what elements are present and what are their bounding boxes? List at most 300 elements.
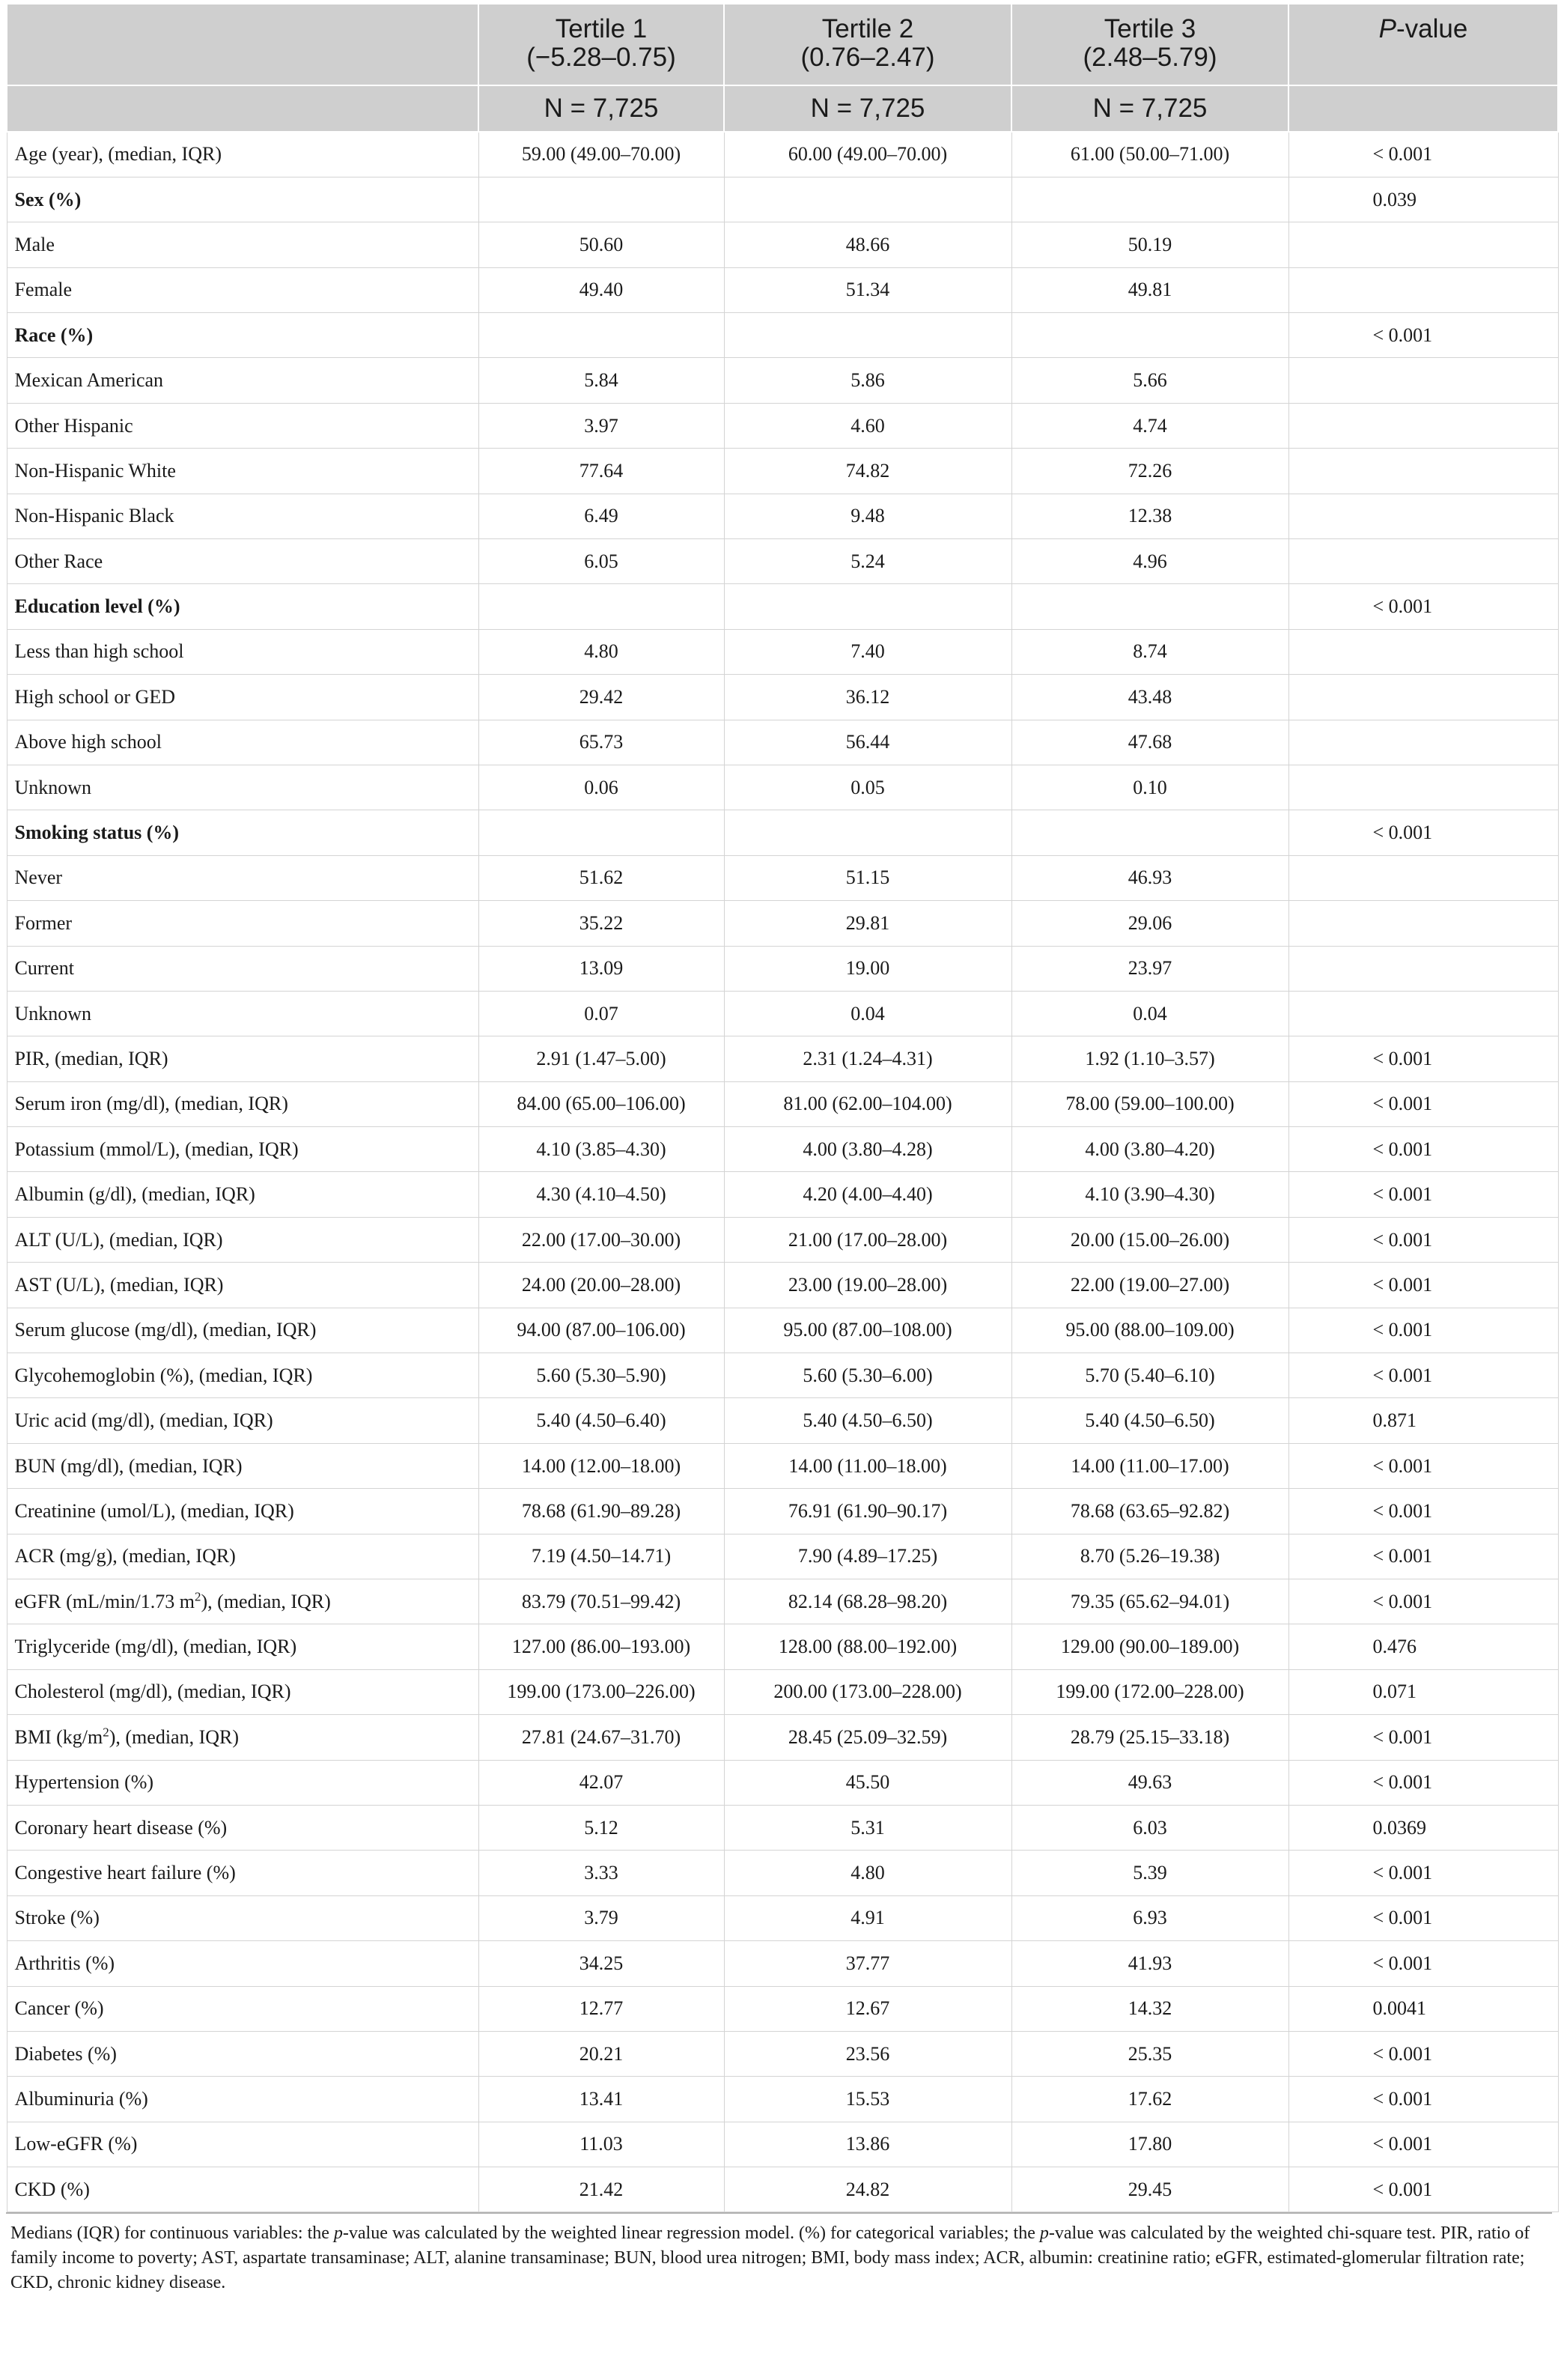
cell-tertile-2: 37.77 [724, 1941, 1011, 1986]
cell-tertile-2: 81.00 (62.00–104.00) [724, 1081, 1011, 1126]
table-container [6, 3, 1557, 2295]
table-row [7, 313, 1558, 358]
row-label [7, 1579, 478, 1624]
header-tertile-1-range: (−5.28–0.75) [526, 43, 676, 72]
table-row [7, 901, 1558, 946]
table-row [7, 1760, 1558, 1805]
cell-tertile-1: 2.91 (1.47–5.00) [478, 1036, 724, 1081]
cell-tertile-1: 12.77 [478, 1986, 724, 2031]
table-row [7, 1398, 1558, 1443]
cell-p-value: < 0.001 [1288, 1081, 1558, 1126]
footnote-part-3: -value was calculated by the weighted chi-square test. PIR, ratio of family income to poverty; AST, aspartate transaminase; ALT, alanine transaminase; BUN, blood urea nitrogen; BMI, body mass index; ACR, albumin: creatinine ratio; eGFR, estimated-glomerular filtration rate; CKD, chronic kidney disease. [10, 2223, 1530, 2293]
cell-p-value [1288, 855, 1558, 900]
row-label: Uric acid (mg/dl), (median, IQR) [7, 1398, 478, 1443]
table-row [7, 1534, 1558, 1579]
row-label: Less than high school [7, 629, 478, 674]
cell-p-value: < 0.001 [1288, 1715, 1558, 1760]
header-tertile-1 [478, 4, 724, 85]
row-label: Above high school [7, 720, 478, 765]
footnote-part-1: Medians (IQR) for continuous variables: the [10, 2223, 334, 2244]
cell-tertile-3: 50.19 [1011, 222, 1288, 267]
cell-tertile-1: 6.49 [478, 494, 724, 538]
table-row [7, 2167, 1558, 2212]
cell-p-value: < 0.001 [1288, 2077, 1558, 2122]
table-row [7, 1036, 1558, 1081]
table-row [7, 449, 1558, 494]
cell-p-value: < 0.001 [1288, 1172, 1558, 1217]
row-label: Cholesterol (mg/dl), (median, IQR) [7, 1669, 478, 1714]
cell-tertile-3: 25.35 [1011, 2031, 1288, 2076]
header-tertile-2-range: (0.76–2.47) [800, 43, 935, 72]
row-label: Glycohemoglobin (%), (median, IQR) [7, 1353, 478, 1398]
cell-tertile-1: 78.68 (61.90–89.28) [478, 1489, 724, 1534]
row-label: Low-eGFR (%) [7, 2122, 478, 2167]
cell-tertile-1: 13.09 [478, 946, 724, 991]
row-label: Unknown [7, 991, 478, 1036]
table-row [7, 1624, 1558, 1669]
cell-p-value [1288, 629, 1558, 674]
cell-tertile-1: 0.07 [478, 991, 724, 1036]
row-label [7, 1715, 478, 1760]
row-label: Triglyceride (mg/dl), (median, IQR) [7, 1624, 478, 1669]
table-row [7, 222, 1558, 267]
cell-tertile-3: 5.40 (4.50–6.50) [1011, 1398, 1288, 1443]
cell-tertile-1: 21.42 [478, 2167, 724, 2212]
row-label: ALT (U/L), (median, IQR) [7, 1217, 478, 1262]
cell-tertile-2: 7.40 [724, 629, 1011, 674]
table-row [7, 1895, 1558, 1940]
header-n-tertile-3: N = 7,725 [1011, 85, 1288, 132]
table-row [7, 2031, 1558, 2076]
cell-tertile-2: 56.44 [724, 720, 1011, 765]
row-label: Serum iron (mg/dl), (median, IQR) [7, 1081, 478, 1126]
cell-tertile-2: 14.00 (11.00–18.00) [724, 1443, 1011, 1488]
cell-tertile-3 [1011, 810, 1288, 855]
cell-tertile-2: 48.66 [724, 222, 1011, 267]
table-row [7, 1489, 1558, 1534]
cell-p-value: < 0.001 [1288, 1579, 1558, 1624]
cell-tertile-1: 35.22 [478, 901, 724, 946]
row-label: Age (year), (median, IQR) [7, 132, 478, 177]
table-row [7, 1353, 1558, 1398]
table-row [7, 810, 1558, 855]
table-row [7, 1127, 1558, 1172]
cell-p-value: < 0.001 [1288, 1760, 1558, 1805]
table-row [7, 1172, 1558, 1217]
table-row [7, 1715, 1558, 1760]
cell-p-value [1288, 358, 1558, 403]
header-n-p-blank [1288, 85, 1558, 132]
cell-tertile-2: 51.34 [724, 267, 1011, 312]
cell-tertile-2: 2.31 (1.24–4.31) [724, 1036, 1011, 1081]
cell-tertile-3: 28.79 (25.15–33.18) [1011, 1715, 1288, 1760]
cell-tertile-1: 83.79 (70.51–99.42) [478, 1579, 724, 1624]
cell-tertile-3: 14.32 [1011, 1986, 1288, 2031]
header-tertile-3 [1011, 4, 1288, 85]
cell-p-value: 0.871 [1288, 1398, 1558, 1443]
row-label: Stroke (%) [7, 1895, 478, 1940]
row-label: Creatinine (umol/L), (median, IQR) [7, 1489, 478, 1534]
cell-tertile-1: 14.00 (12.00–18.00) [478, 1443, 724, 1488]
cell-p-value: < 0.001 [1288, 1443, 1558, 1488]
row-label: AST (U/L), (median, IQR) [7, 1263, 478, 1308]
cell-tertile-3: 20.00 (15.00–26.00) [1011, 1217, 1288, 1262]
cell-tertile-1: 3.97 [478, 403, 724, 448]
cell-tertile-2: 74.82 [724, 449, 1011, 494]
cell-p-value: < 0.001 [1288, 1263, 1558, 1308]
cell-tertile-2: 51.15 [724, 855, 1011, 900]
cell-tertile-1: 65.73 [478, 720, 724, 765]
cell-p-value: < 0.001 [1288, 313, 1558, 358]
table-header [7, 4, 1558, 132]
cell-tertile-3: 14.00 (11.00–17.00) [1011, 1443, 1288, 1488]
cell-p-value: < 0.001 [1288, 1941, 1558, 1986]
row-label: Hypertension (%) [7, 1760, 478, 1805]
row-label: Cancer (%) [7, 1986, 478, 2031]
cell-tertile-3: 46.93 [1011, 855, 1288, 900]
row-label: Sex (%) [7, 177, 478, 222]
row-label: Current [7, 946, 478, 991]
cell-tertile-3: 22.00 (19.00–27.00) [1011, 1263, 1288, 1308]
cell-tertile-2: 0.04 [724, 991, 1011, 1036]
cell-tertile-2: 200.00 (173.00–228.00) [724, 1669, 1011, 1714]
cell-tertile-1: 199.00 (173.00–226.00) [478, 1669, 724, 1714]
cell-p-value: < 0.001 [1288, 132, 1558, 177]
cell-tertile-1: 29.42 [478, 675, 724, 720]
cell-tertile-2: 23.56 [724, 2031, 1011, 2076]
table-row [7, 1308, 1558, 1353]
row-label: Mexican American [7, 358, 478, 403]
cell-tertile-1: 4.30 (4.10–4.50) [478, 1172, 724, 1217]
cell-tertile-1: 3.79 [478, 1895, 724, 1940]
cell-p-value [1288, 494, 1558, 538]
cell-tertile-3: 199.00 (172.00–228.00) [1011, 1669, 1288, 1714]
table-row [7, 358, 1558, 403]
header-tertile-3-title: Tertile 3 [1104, 14, 1196, 43]
table-row [7, 1669, 1558, 1714]
row-label: Smoking status (%) [7, 810, 478, 855]
cell-tertile-2: 4.60 [724, 403, 1011, 448]
cell-p-value: < 0.001 [1288, 1308, 1558, 1353]
table-row [7, 2077, 1558, 2122]
cell-tertile-2: 15.53 [724, 2077, 1011, 2122]
cell-p-value [1288, 901, 1558, 946]
header-tertile-3-range: (2.48–5.79) [1083, 43, 1217, 72]
row-label: CKD (%) [7, 2167, 478, 2212]
cell-tertile-2: 76.91 (61.90–90.17) [724, 1489, 1011, 1534]
cell-tertile-3 [1011, 177, 1288, 222]
cell-p-value: < 0.001 [1288, 2167, 1558, 2212]
row-label: Coronary heart disease (%) [7, 1805, 478, 1850]
cell-tertile-3: 79.35 (65.62–94.01) [1011, 1579, 1288, 1624]
cell-tertile-2: 5.60 (5.30–6.00) [724, 1353, 1011, 1398]
cell-tertile-2: 5.40 (4.50–6.50) [724, 1398, 1011, 1443]
cell-p-value: 0.071 [1288, 1669, 1558, 1714]
cell-tertile-2: 13.86 [724, 2122, 1011, 2167]
cell-p-value: < 0.001 [1288, 1895, 1558, 1940]
cell-tertile-2: 5.86 [724, 358, 1011, 403]
row-label: Other Hispanic [7, 403, 478, 448]
cell-tertile-3: 95.00 (88.00–109.00) [1011, 1308, 1288, 1353]
cell-tertile-3: 29.45 [1011, 2167, 1288, 2212]
cell-p-value: 0.039 [1288, 177, 1558, 222]
cell-tertile-3: 43.48 [1011, 675, 1288, 720]
cell-tertile-3: 72.26 [1011, 449, 1288, 494]
footnote-part-2: -value was calculated by the weighted linear regression model. (%) for categorical variables; the [342, 2223, 1040, 2244]
cell-tertile-2: 19.00 [724, 946, 1011, 991]
cell-tertile-2: 24.82 [724, 2167, 1011, 2212]
cell-p-value [1288, 267, 1558, 312]
cell-tertile-2: 4.00 (3.80–4.28) [724, 1127, 1011, 1172]
header-p-rest: -value [1396, 14, 1468, 43]
cell-tertile-3: 4.96 [1011, 539, 1288, 584]
row-label: Potassium (mmol/L), (median, IQR) [7, 1127, 478, 1172]
cell-tertile-2 [724, 584, 1011, 629]
cell-p-value: < 0.001 [1288, 584, 1558, 629]
cell-tertile-3: 0.04 [1011, 991, 1288, 1036]
cell-tertile-1: 51.62 [478, 855, 724, 900]
cell-tertile-3: 17.80 [1011, 2122, 1288, 2167]
table-row [7, 1851, 1558, 1895]
cell-tertile-1: 5.84 [478, 358, 724, 403]
table-row [7, 991, 1558, 1036]
cell-tertile-1 [478, 177, 724, 222]
cell-tertile-2: 0.05 [724, 765, 1011, 810]
cell-tertile-3: 12.38 [1011, 494, 1288, 538]
cell-tertile-1: 13.41 [478, 2077, 724, 2122]
cell-tertile-3: 0.10 [1011, 765, 1288, 810]
cell-tertile-1: 94.00 (87.00–106.00) [478, 1308, 724, 1353]
cell-tertile-1: 20.21 [478, 2031, 724, 2076]
cell-tertile-2: 21.00 (17.00–28.00) [724, 1217, 1011, 1262]
table-row [7, 267, 1558, 312]
cell-p-value [1288, 403, 1558, 448]
cell-tertile-1: 24.00 (20.00–28.00) [478, 1263, 724, 1308]
cell-tertile-1 [478, 313, 724, 358]
cell-tertile-3: 78.00 (59.00–100.00) [1011, 1081, 1288, 1126]
row-label: Serum glucose (mg/dl), (median, IQR) [7, 1308, 478, 1353]
row-label: Former [7, 901, 478, 946]
cell-tertile-3: 4.10 (3.90–4.30) [1011, 1172, 1288, 1217]
cell-p-value: < 0.001 [1288, 2031, 1558, 2076]
cell-tertile-2: 95.00 (87.00–108.00) [724, 1308, 1011, 1353]
cell-p-value: 0.0041 [1288, 1986, 1558, 2031]
footnote-p-italic-2: p [1039, 2223, 1049, 2244]
cell-tertile-2 [724, 313, 1011, 358]
table-row [7, 720, 1558, 765]
cell-p-value: < 0.001 [1288, 1489, 1558, 1534]
cell-tertile-3: 29.06 [1011, 901, 1288, 946]
cell-tertile-3 [1011, 313, 1288, 358]
cell-tertile-1: 5.40 (4.50–6.40) [478, 1398, 724, 1443]
row-label: Unknown [7, 765, 478, 810]
cell-tertile-3: 47.68 [1011, 720, 1288, 765]
cell-p-value [1288, 946, 1558, 991]
cell-tertile-1: 84.00 (65.00–106.00) [478, 1081, 724, 1126]
table-row [7, 1217, 1558, 1262]
row-label-text-suffix: ), (median, IQR) [109, 1725, 240, 1748]
cell-tertile-3: 129.00 (90.00–189.00) [1011, 1624, 1288, 1669]
cell-p-value [1288, 675, 1558, 720]
row-label-text: eGFR (mL/min/1.73 m [14, 1590, 195, 1612]
cell-tertile-1: 34.25 [478, 1941, 724, 1986]
cell-tertile-2: 128.00 (88.00–192.00) [724, 1624, 1011, 1669]
cell-tertile-3: 4.00 (3.80–4.20) [1011, 1127, 1288, 1172]
table-row [7, 855, 1558, 900]
cell-tertile-2: 23.00 (19.00–28.00) [724, 1263, 1011, 1308]
row-label: Education level (%) [7, 584, 478, 629]
cell-p-value: 0.476 [1288, 1624, 1558, 1669]
row-label: Diabetes (%) [7, 2031, 478, 2076]
table-row [7, 629, 1558, 674]
cell-tertile-2: 12.67 [724, 1986, 1011, 2031]
row-label: Female [7, 267, 478, 312]
cell-tertile-2: 60.00 (49.00–70.00) [724, 132, 1011, 177]
row-label: High school or GED [7, 675, 478, 720]
table-row [7, 1443, 1558, 1488]
cell-p-value: < 0.001 [1288, 1127, 1558, 1172]
cell-tertile-1: 42.07 [478, 1760, 724, 1805]
cell-tertile-3: 41.93 [1011, 1941, 1288, 1986]
header-tertile-2-title: Tertile 2 [821, 14, 914, 43]
cell-tertile-1: 5.60 (5.30–5.90) [478, 1353, 724, 1398]
header-variable [7, 4, 478, 85]
cell-p-value [1288, 222, 1558, 267]
row-label-text: BMI (kg/m [14, 1725, 103, 1748]
row-label: Albumin (g/dl), (median, IQR) [7, 1172, 478, 1217]
header-tertile-1-title: Tertile 1 [555, 14, 648, 43]
table-row [7, 675, 1558, 720]
footnote-p-italic-1: p [333, 2223, 343, 2244]
cell-p-value: < 0.001 [1288, 1851, 1558, 1895]
cell-tertile-1: 7.19 (4.50–14.71) [478, 1534, 724, 1579]
header-n-tertile-2: N = 7,725 [724, 85, 1011, 132]
table-row [7, 132, 1558, 177]
cell-tertile-1: 11.03 [478, 2122, 724, 2167]
table-row [7, 765, 1558, 810]
cell-tertile-1: 0.06 [478, 765, 724, 810]
table-footnote [6, 2212, 1552, 2295]
cell-tertile-1: 4.10 (3.85–4.30) [478, 1127, 724, 1172]
cell-tertile-2: 36.12 [724, 675, 1011, 720]
row-label: Male [7, 222, 478, 267]
cell-tertile-2: 5.31 [724, 1805, 1011, 1850]
cell-tertile-3: 1.92 (1.10–3.57) [1011, 1036, 1288, 1081]
row-label-text-suffix: ), (median, IQR) [201, 1590, 331, 1612]
row-label: Congestive heart failure (%) [7, 1851, 478, 1895]
cell-tertile-1: 5.12 [478, 1805, 724, 1850]
cell-tertile-2: 4.20 (4.00–4.40) [724, 1172, 1011, 1217]
row-label: Never [7, 855, 478, 900]
row-label-superscript: 2 [103, 1725, 109, 1740]
cell-tertile-1: 27.81 (24.67–31.70) [478, 1715, 724, 1760]
table-body [7, 132, 1558, 2212]
cell-tertile-2: 82.14 (68.28–98.20) [724, 1579, 1011, 1624]
cell-tertile-2: 4.91 [724, 1895, 1011, 1940]
cell-tertile-1: 49.40 [478, 267, 724, 312]
table-row [7, 584, 1558, 629]
cell-tertile-3: 49.63 [1011, 1760, 1288, 1805]
cell-p-value: < 0.001 [1288, 810, 1558, 855]
row-label: BUN (mg/dl), (median, IQR) [7, 1443, 478, 1488]
row-label-superscript: 2 [195, 1589, 201, 1604]
row-label: Race (%) [7, 313, 478, 358]
row-label: Arthritis (%) [7, 1941, 478, 1986]
header-n-tertile-1: N = 7,725 [478, 85, 724, 132]
cell-tertile-3: 5.39 [1011, 1851, 1288, 1895]
cell-tertile-3: 17.62 [1011, 2077, 1288, 2122]
cell-tertile-2: 7.90 (4.89–17.25) [724, 1534, 1011, 1579]
table-row [7, 403, 1558, 448]
header-n-blank [7, 85, 478, 132]
row-label: Albuminuria (%) [7, 2077, 478, 2122]
cell-tertile-1 [478, 810, 724, 855]
cell-tertile-3: 8.70 (5.26–19.38) [1011, 1534, 1288, 1579]
cell-tertile-3: 5.70 (5.40–6.10) [1011, 1353, 1288, 1398]
cell-p-value [1288, 449, 1558, 494]
header-p-value [1288, 4, 1558, 85]
cell-p-value: < 0.001 [1288, 2122, 1558, 2167]
cell-tertile-1: 4.80 [478, 629, 724, 674]
cell-p-value: < 0.001 [1288, 1036, 1558, 1081]
cell-tertile-3: 4.74 [1011, 403, 1288, 448]
cell-tertile-1 [478, 584, 724, 629]
cell-tertile-2: 5.24 [724, 539, 1011, 584]
table-row [7, 539, 1558, 584]
table-row [7, 1941, 1558, 1986]
cell-p-value [1288, 991, 1558, 1036]
cell-tertile-3: 61.00 (50.00–71.00) [1011, 132, 1288, 177]
cell-p-value [1288, 539, 1558, 584]
cell-tertile-2 [724, 177, 1011, 222]
cell-tertile-3: 78.68 (63.65–92.82) [1011, 1489, 1288, 1534]
row-label: ACR (mg/g), (median, IQR) [7, 1534, 478, 1579]
cell-tertile-1: 50.60 [478, 222, 724, 267]
cell-p-value [1288, 765, 1558, 810]
cell-tertile-3: 23.97 [1011, 946, 1288, 991]
cell-tertile-1: 77.64 [478, 449, 724, 494]
header-tertile-2 [724, 4, 1011, 85]
cell-p-value: < 0.001 [1288, 1534, 1558, 1579]
row-label: PIR, (median, IQR) [7, 1036, 478, 1081]
cell-tertile-3 [1011, 584, 1288, 629]
cell-tertile-3: 6.93 [1011, 1895, 1288, 1940]
cell-tertile-2 [724, 810, 1011, 855]
cell-tertile-3: 6.03 [1011, 1805, 1288, 1850]
cell-tertile-2: 28.45 (25.09–32.59) [724, 1715, 1011, 1760]
cell-tertile-1: 3.33 [478, 1851, 724, 1895]
cell-p-value: < 0.001 [1288, 1217, 1558, 1262]
cell-tertile-2: 4.80 [724, 1851, 1011, 1895]
table-row [7, 494, 1558, 538]
table-row [7, 1579, 1558, 1624]
table-row [7, 2122, 1558, 2167]
cell-p-value: 0.0369 [1288, 1805, 1558, 1850]
table-row [7, 1805, 1558, 1850]
header-p-italic: P [1378, 14, 1397, 43]
baseline-characteristics-table [6, 3, 1559, 2212]
cell-tertile-2: 9.48 [724, 494, 1011, 538]
table-row [7, 1986, 1558, 2031]
cell-tertile-3: 8.74 [1011, 629, 1288, 674]
row-label: Other Race [7, 539, 478, 584]
cell-p-value [1288, 720, 1558, 765]
cell-tertile-2: 45.50 [724, 1760, 1011, 1805]
cell-tertile-1: 59.00 (49.00–70.00) [478, 132, 724, 177]
cell-tertile-1: 6.05 [478, 539, 724, 584]
table-row [7, 1081, 1558, 1126]
cell-tertile-1: 127.00 (86.00–193.00) [478, 1624, 724, 1669]
